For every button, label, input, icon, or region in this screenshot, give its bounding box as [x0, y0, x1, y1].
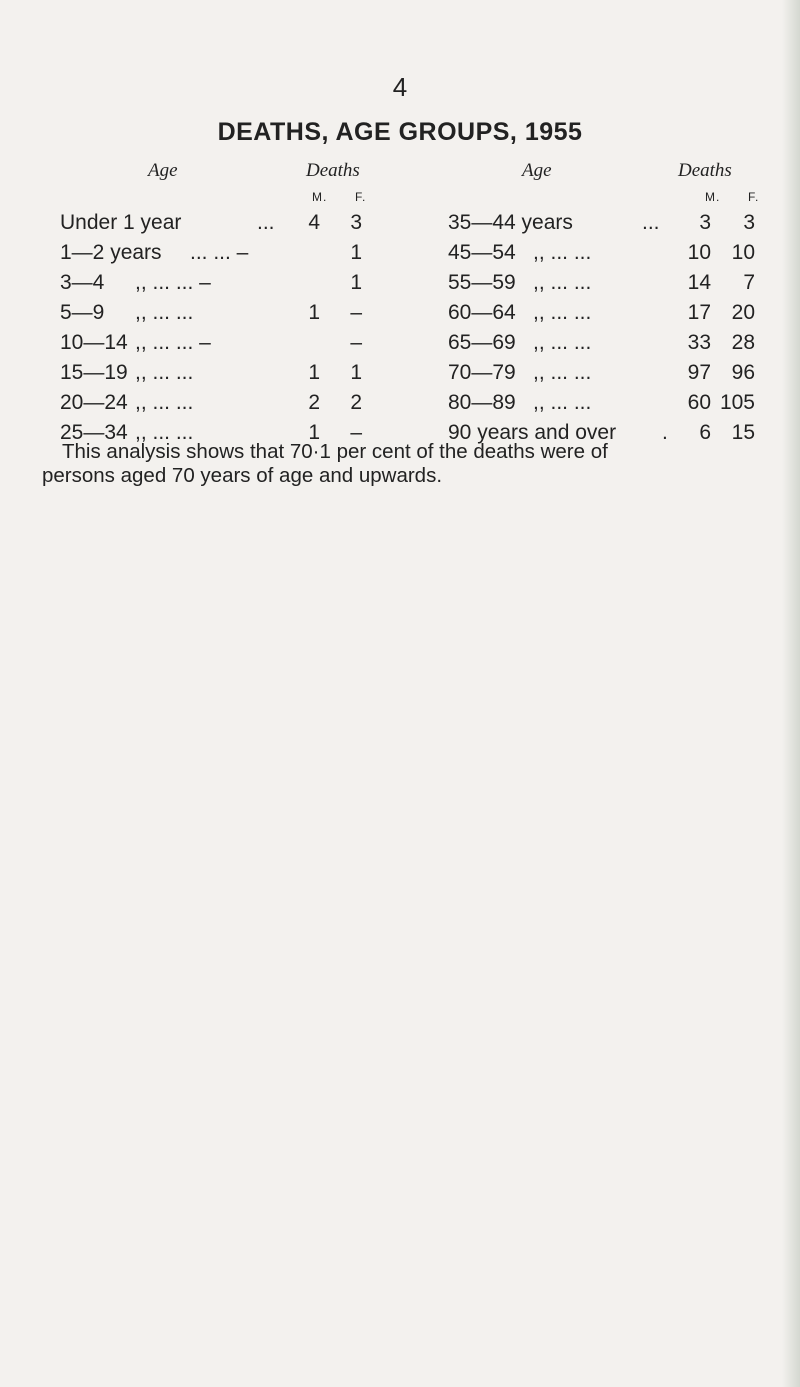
dot-leader: ,, ... ...: [533, 391, 592, 414]
note-line-1: This analysis shows that 70·1 per cent of the deaths were of: [62, 440, 608, 463]
male-deaths: 17: [687, 301, 711, 324]
male-deaths: 97: [687, 361, 711, 384]
age-group: Under 1 year: [60, 211, 182, 234]
table-row: [0, 388, 800, 418]
age-group: 45—54: [448, 241, 516, 264]
female-deaths: –: [350, 331, 362, 354]
dot-leader: ,, ... ...: [135, 301, 194, 324]
page-title: DEATHS, AGE GROUPS, 1955: [217, 118, 583, 146]
table-row: [0, 298, 800, 328]
female-deaths: 20: [731, 301, 755, 324]
female-deaths: 7: [743, 271, 755, 294]
female-deaths: –: [350, 421, 362, 444]
male-deaths: 2: [308, 391, 320, 414]
right-deaths-heading: Deaths: [678, 160, 732, 181]
age-group: 35—44 years: [448, 211, 573, 234]
right-age-heading: Age: [522, 160, 552, 181]
male-deaths: 1: [308, 301, 320, 324]
age-group: 5—9: [60, 301, 105, 324]
note-line-2: persons aged 70 years of age and upwards.: [42, 464, 443, 487]
dot-leader: .: [662, 421, 668, 444]
female-deaths: 15: [731, 421, 755, 444]
age-group: 60—64: [448, 301, 516, 324]
male-deaths: 1: [308, 421, 320, 444]
age-group: 70—79: [448, 361, 516, 384]
female-deaths: 28: [731, 331, 755, 354]
male-deaths: 14: [687, 271, 711, 294]
dot-leader: ,, ... ...: [135, 391, 194, 414]
dot-leader: ,, ... ...: [533, 331, 592, 354]
left-male-heading: M.: [312, 190, 328, 204]
dot-leader: ...: [257, 211, 275, 234]
male-deaths: 6: [699, 421, 711, 444]
dot-leader: ,, ... ... –: [135, 331, 211, 354]
dot-leader: ,, ... ...: [533, 241, 592, 264]
analysis-note: [42, 440, 782, 488]
age-group: 10—14: [60, 331, 128, 354]
left-age-heading: Age: [148, 160, 178, 181]
dot-leader: ,, ... ... –: [135, 271, 211, 294]
female-deaths: 10: [731, 241, 755, 264]
age-group: 65—69: [448, 331, 516, 354]
table-row: [0, 238, 800, 268]
table-row: [0, 358, 800, 388]
male-deaths: 3: [699, 211, 711, 234]
female-deaths: 96: [731, 361, 755, 384]
left-deaths-heading: Deaths: [306, 160, 360, 181]
dot-leader: ... ... –: [190, 241, 249, 264]
dot-leader: ...: [642, 211, 660, 234]
age-group: 1—2 years: [60, 241, 162, 264]
female-deaths: 2: [350, 391, 362, 414]
female-deaths: 105: [719, 391, 755, 414]
female-deaths: 1: [350, 271, 362, 294]
table-row: [0, 268, 800, 298]
male-deaths: 33: [687, 331, 711, 354]
dot-leader: ,, ... ...: [533, 301, 592, 324]
male-deaths: 10: [687, 241, 711, 264]
female-deaths: 3: [743, 211, 755, 234]
page-edge-shadow: [782, 0, 800, 1387]
male-deaths: 4: [308, 211, 320, 234]
age-group: 20—24: [60, 391, 128, 414]
table-row: [0, 328, 800, 358]
female-deaths: –: [350, 301, 362, 324]
right-male-heading: M.: [705, 190, 721, 204]
age-group: 25—34: [60, 421, 128, 444]
male-deaths: 1: [308, 361, 320, 384]
dot-leader: ,, ... ...: [135, 361, 194, 384]
dot-leader: ,, ... ...: [135, 421, 194, 444]
age-group: 15—19: [60, 361, 128, 384]
dot-leader: ,, ... ...: [533, 271, 592, 294]
left-female-heading: F.: [355, 190, 367, 204]
female-deaths: 1: [350, 361, 362, 384]
age-group: 90 years and over: [448, 421, 617, 444]
page-number: 4: [392, 72, 408, 102]
age-group: 55—59: [448, 271, 516, 294]
right-female-heading: F.: [748, 190, 760, 204]
table-row: [0, 208, 800, 238]
age-group: 80—89: [448, 391, 516, 414]
male-deaths: 60: [687, 391, 711, 414]
female-deaths: 1: [350, 241, 362, 264]
female-deaths: 3: [350, 211, 362, 234]
age-group: 3—4: [60, 271, 105, 294]
dot-leader: ,, ... ...: [533, 361, 592, 384]
